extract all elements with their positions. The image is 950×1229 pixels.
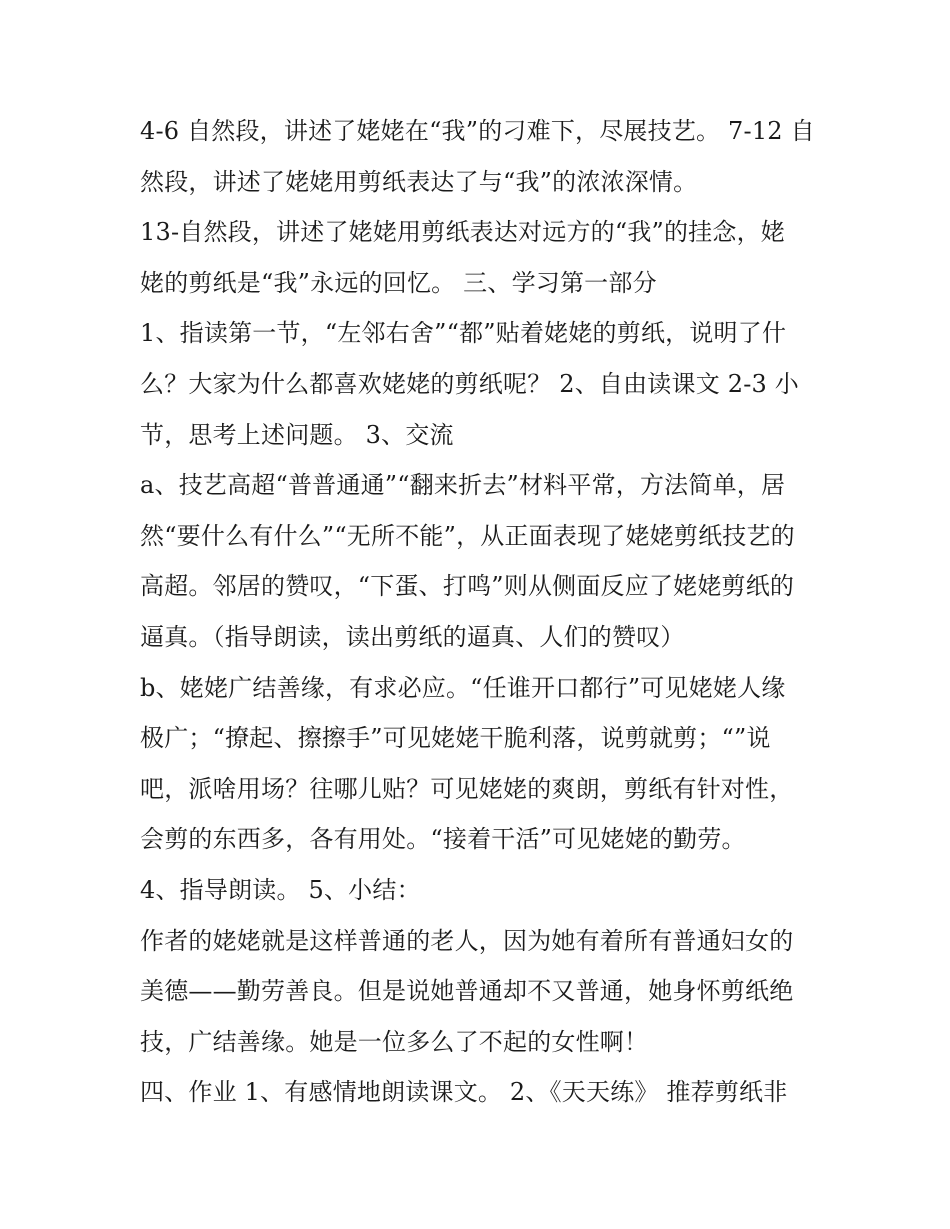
text-line: 13-自然段，讲述了姥姥用剪纸表达对远方的“我”的挂念，姥 (140, 218, 785, 247)
text-line: 作者的姥姥就是这样普通的老人，因为她有着所有普通妇女的 (140, 926, 794, 955)
text-line: b、姥姥广结善缘，有求必应。“任谁开口都行”可见姥姥人缘 (140, 673, 786, 702)
document-body (140, 106, 820, 1118)
text-line: 高超。邻居的赞叹，“下蛋、打鸣”则从侧面反应了姥姥剪纸的 (140, 572, 795, 601)
text-line: 技，广结善缘。她是一位多么了不起的女性啊！ (140, 1027, 649, 1056)
text-line: 4-6 自然段，讲述了姥姥在“我”的刁难下，尽展技艺。 7-12 自 (140, 117, 815, 145)
text-line: 四、作业 1、有感情地朗读课文。 2、《天天练》 推荐剪纸非 (140, 1078, 788, 1107)
text-line: 然段，讲述了姥姥用剪纸表达了与“我”的浓浓深情。 (140, 167, 698, 196)
text-line: 会剪的东西多，各有用处。“接着干活”可见姥姥的勤劳。 (140, 825, 746, 854)
text-line: 美德——勤劳善良。但是说她普通却不又普通，她身怀剪纸绝 (140, 977, 794, 1006)
text-line: 节，思考上述问题。 3、交流 (140, 420, 454, 449)
text-line: a、技艺高超“普普通通”“翻来折去”材料平常，方法简单，居 (140, 471, 786, 500)
text-line: 逼真。（指导朗读，读出剪纸的逼真、人们的赞叹） (140, 622, 685, 651)
text-line: 姥的剪纸是“我”永远的回忆。 三、学习第一部分 (140, 268, 657, 297)
text-line: 吧，派啥用场？往哪儿贴？可见姥姥的爽朗，剪纸有针对性， (140, 774, 794, 803)
text-line: 极广；“撩起、擦擦手”可见姥姥干脆利落，说剪就剪；“”说 (140, 724, 771, 753)
text-line: 然“要什么有什么”“无所不能”，从正面表现了姥姥剪纸技艺的 (140, 521, 795, 550)
text-line: 1、指读第一节，“左邻右舍”“都”贴着姥姥的剪纸，说明了什 (140, 319, 787, 348)
text-line: 么？大家为什么都喜欢姥姥的剪纸呢？ 2、自由读课文 2-3 小 (140, 369, 800, 398)
text-line: 4、指导朗读。 5、小结： (140, 875, 421, 904)
